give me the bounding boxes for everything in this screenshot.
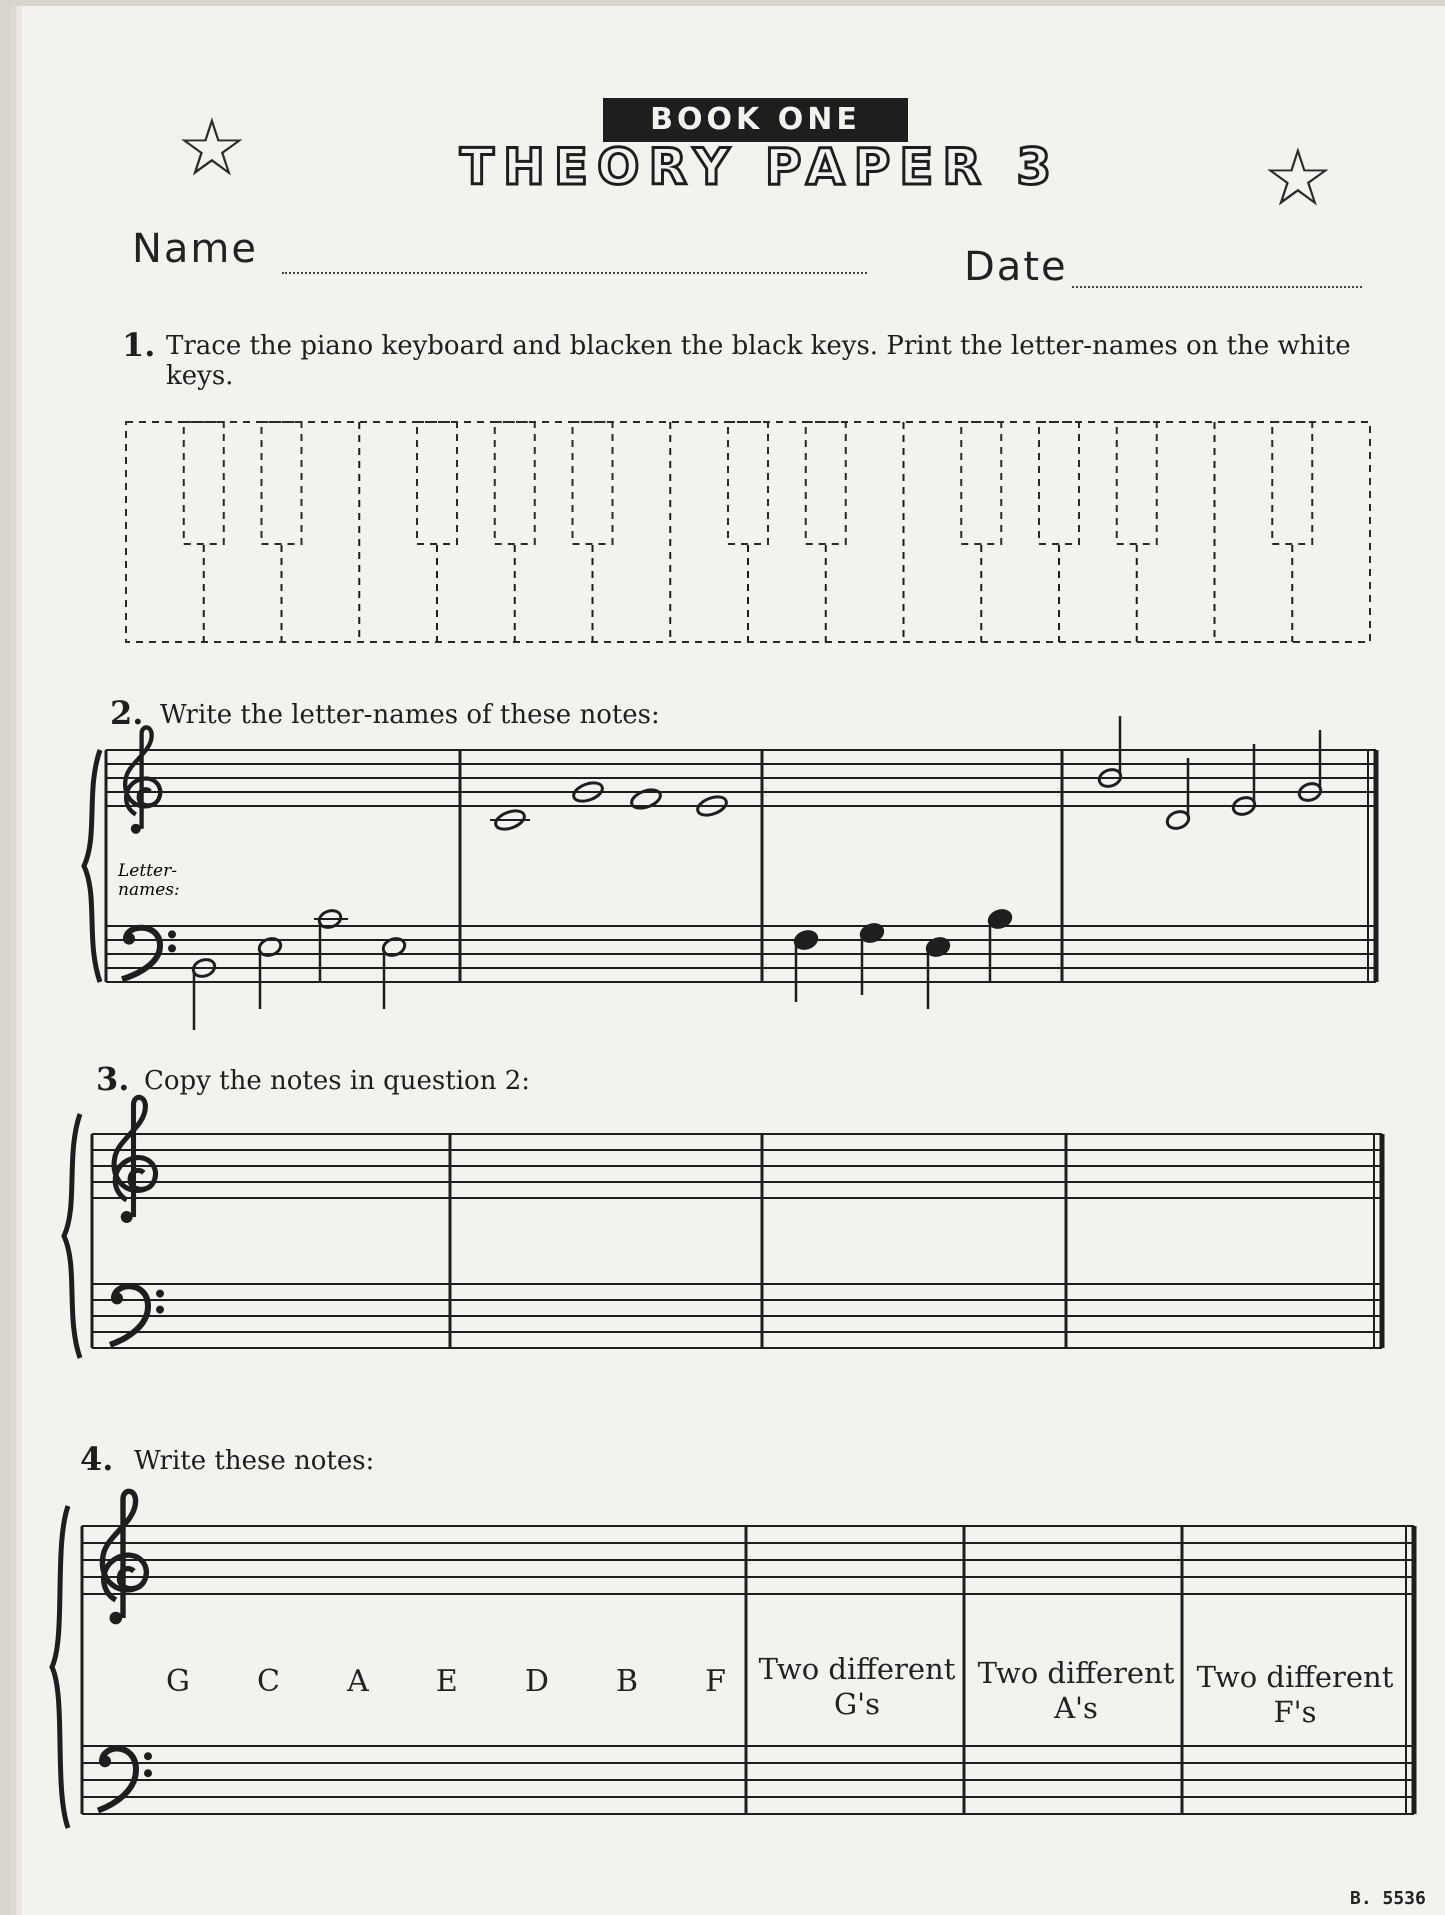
black-key-outline: [573, 422, 613, 544]
treble-clef-icon: [102, 1491, 146, 1624]
bass-clef-dot: [144, 1769, 152, 1777]
grand-staff-brace: [52, 1506, 68, 1828]
keyboard-outline: [126, 422, 1370, 642]
book-banner: BOOK ONE: [603, 98, 908, 142]
q3-number: 3.: [96, 1060, 130, 1098]
q4-letters: [166, 1664, 726, 1699]
name-label: Name: [132, 226, 259, 272]
grand-staff-brace: [64, 1114, 80, 1358]
q2-text: Write the letter-names of these notes:: [160, 700, 660, 730]
q1-number: 1.: [122, 326, 156, 364]
grand-staff-q3[interactable]: [62, 1104, 1392, 1406]
black-key-outline: [1117, 422, 1157, 544]
page-title: THEORY PAPER 3: [459, 138, 1061, 196]
treble-clef-icon: [114, 1097, 155, 1223]
cell-two-as: Two different A's: [977, 1656, 1175, 1725]
black-key-outline: [961, 422, 1001, 544]
letter-g: G: [166, 1664, 190, 1699]
treble-clef-dot: [110, 1612, 123, 1625]
piano-keyboard-tracing[interactable]: [124, 420, 1376, 674]
cell-two-fs: Two different F's: [1196, 1660, 1394, 1729]
bass-clef-dot: [168, 944, 176, 952]
bass-clef-dot: [111, 1292, 123, 1304]
date-field[interactable]: [1072, 286, 1362, 288]
star-icon: ☆: [176, 101, 248, 194]
letter-b: B: [615, 1664, 639, 1699]
bass-clef-dot: [156, 1306, 164, 1314]
black-key-outline: [1039, 422, 1079, 544]
black-key-outline: [1272, 422, 1312, 544]
letter-e: E: [435, 1664, 458, 1699]
bass-clef-dot: [168, 930, 176, 938]
letter-c: C: [257, 1664, 281, 1699]
treble-clef-path: [114, 1097, 155, 1217]
bass-clef-dot: [156, 1290, 164, 1298]
bass-clef-dot: [123, 933, 135, 945]
treble-clef-dot: [131, 824, 141, 834]
cell-two-gs: Two different G's: [758, 1652, 956, 1721]
letter-f: F: [705, 1664, 726, 1699]
black-key-outline: [495, 422, 535, 544]
black-key-outline: [184, 422, 224, 544]
black-key-outline: [728, 422, 768, 544]
bass-clef-dot: [144, 1752, 152, 1760]
black-key-outline: [262, 422, 302, 544]
q1-text: Trace the piano keyboard and blacken the black keys. Print the letter-names on the white keys.: [166, 331, 1351, 391]
q4-number: 4.: [80, 1440, 114, 1478]
star-icon: ☆: [1262, 131, 1334, 224]
treble-clef-dot: [121, 1211, 133, 1223]
letter-d: D: [524, 1664, 549, 1699]
q2-number: 2.: [110, 694, 144, 732]
whole-note: [629, 786, 663, 811]
grand-staff-q2: [86, 746, 1382, 1006]
letter-a: A: [347, 1664, 369, 1699]
grand-staff-brace: [84, 750, 100, 982]
letter-names-label: Letter- names:: [118, 861, 180, 900]
black-key-outline: [417, 422, 457, 544]
name-field[interactable]: [282, 272, 867, 274]
catalog-code: B. 5536: [1350, 1888, 1426, 1909]
treble-clef-path: [102, 1491, 146, 1618]
q4-text: Write these notes:: [134, 1446, 375, 1476]
black-key-outline: [806, 422, 846, 544]
q3-text: Copy the notes in question 2:: [144, 1066, 531, 1096]
date-label: Date: [964, 244, 1068, 290]
bass-clef-dot: [99, 1755, 111, 1767]
